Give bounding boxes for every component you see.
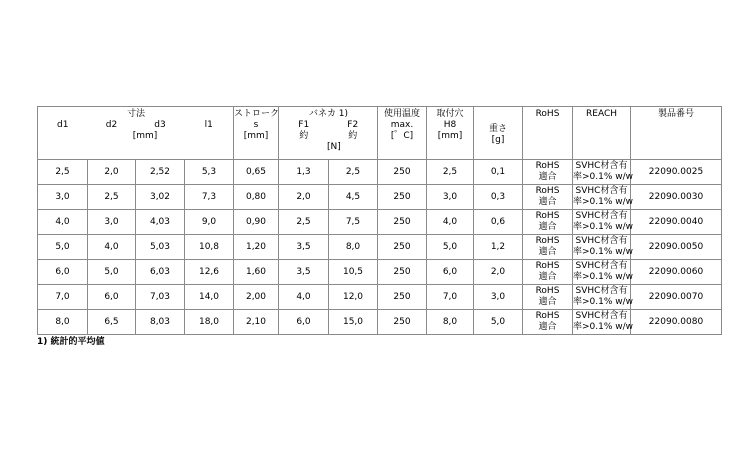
header-force-unit: [N] [327, 142, 341, 152]
cell-s: 0,65 [234, 160, 279, 185]
header-d3: d3 [154, 120, 166, 130]
cell-f1: 1,3 [279, 160, 329, 185]
header-rohs-cell [523, 107, 573, 160]
spec-table [37, 106, 722, 335]
cell-d1: 2,5 [38, 160, 88, 185]
cell-f2: 7,5 [329, 210, 378, 235]
cell-d2: 4,0 [88, 235, 136, 260]
cell-l1: 12,6 [185, 260, 234, 285]
cell-weight: 0,1 [474, 160, 523, 185]
header-reach: REACH [586, 109, 617, 119]
header-hole-h8: H8 [443, 120, 457, 130]
cell-d1: 6,0 [38, 260, 88, 285]
cell-f1: 2,5 [279, 210, 329, 235]
cell-rohs1: RoHS [535, 236, 560, 246]
cell-f2: 10,5 [329, 260, 378, 285]
cell-rohs1: RoHS [535, 261, 560, 271]
cell-temp: 250 [378, 285, 427, 310]
cell-l1: 7,3 [185, 185, 234, 210]
cell-weight: 3,0 [474, 285, 523, 310]
header-l1-cell [185, 107, 234, 160]
cell-f2: 15,0 [329, 310, 378, 335]
cell-temp: 250 [378, 210, 427, 235]
cell-product-no: 22090.0070 [631, 285, 722, 310]
cell-f2: 8,0 [329, 235, 378, 260]
cell-rohs [523, 260, 573, 285]
header-dimensions-unit: [mm] [132, 131, 158, 141]
cell-s: 2,10 [234, 310, 279, 335]
cell-reach [573, 185, 634, 210]
header-temp-cell [378, 107, 427, 160]
cell-hole: 2,5 [427, 160, 474, 185]
cell-rohs [523, 235, 573, 260]
cell-rohs [523, 160, 573, 185]
cell-weight: 0,6 [474, 210, 523, 235]
cell-l1: 5,3 [185, 160, 234, 185]
cell-d1: 7,0 [38, 285, 88, 310]
cell-product-no: 22090.0025 [631, 160, 722, 185]
header-stroke-unit: [mm] [243, 131, 269, 141]
header-dimensions-title: 寸法 [126, 109, 145, 119]
cell-rohs1: RoHS [535, 211, 560, 221]
cell-product-no: 22090.0030 [631, 185, 722, 210]
cell-f2: 2,5 [329, 160, 378, 185]
cell-reach [573, 235, 634, 260]
cell-f1: 3,5 [279, 235, 329, 260]
cell-d3: 5,03 [136, 235, 185, 260]
cell-d2: 6,5 [88, 310, 136, 335]
header-temp-max: max. [390, 120, 414, 130]
header-d2: d2 [105, 120, 118, 130]
header-hole-unit: [mm] [437, 131, 463, 141]
cell-reach2: 率>0.1% w/w [573, 322, 634, 332]
header-weight-title: 重さ [488, 124, 507, 134]
header-approx-f2: 約 [348, 131, 358, 141]
header-stroke-s: s [253, 120, 259, 130]
cell-reach2: 率>0.1% w/w [573, 297, 634, 307]
cell-weight: 5,0 [474, 310, 523, 335]
cell-s: 0,80 [234, 185, 279, 210]
cell-hole: 7,0 [427, 285, 474, 310]
table-row [38, 285, 722, 310]
cell-weight: 2,0 [474, 260, 523, 285]
header-weight-cell [474, 107, 523, 160]
header-d1: d1 [57, 120, 69, 130]
cell-reach [573, 210, 634, 235]
table-row [38, 235, 722, 260]
table-row [38, 210, 722, 235]
cell-hole: 8,0 [427, 310, 474, 335]
cell-s: 0,90 [234, 210, 279, 235]
cell-temp: 250 [378, 260, 427, 285]
cell-d1: 8,0 [38, 310, 88, 335]
cell-reach1: SVHC材含有 [575, 211, 628, 221]
cell-f2: 4,5 [329, 185, 378, 210]
header-temp-title: 使用温度 [383, 109, 420, 119]
cell-reach2: 率>0.1% w/w [573, 222, 634, 232]
header-stroke-cell [234, 107, 279, 160]
cell-weight: 0,3 [474, 185, 523, 210]
cell-d1: 3,0 [38, 185, 88, 210]
cell-reach [573, 310, 634, 335]
cell-hole: 4,0 [427, 210, 474, 235]
header-reach-cell [573, 107, 631, 160]
cell-product-no: 22090.0040 [631, 210, 722, 235]
cell-rohs [523, 185, 573, 210]
cell-d3: 3,02 [136, 185, 185, 210]
table-header-row [38, 107, 722, 160]
cell-d2: 6,0 [88, 285, 136, 310]
cell-reach1: SVHC材含有 [575, 186, 628, 196]
cell-l1: 14,0 [185, 285, 234, 310]
header-f1: F1 [298, 120, 310, 130]
header-f2: F2 [347, 120, 359, 130]
header-spring-title: バネカ 1) [308, 109, 349, 119]
cell-rohs2: 適合 [538, 272, 557, 282]
cell-reach1: SVHC材含有 [575, 236, 628, 246]
cell-reach1: SVHC材含有 [575, 311, 628, 321]
cell-d3: 4,03 [136, 210, 185, 235]
cell-d3: 2,52 [136, 160, 185, 185]
cell-temp: 250 [378, 310, 427, 335]
table-row [38, 185, 722, 210]
cell-rohs1: RoHS [535, 286, 560, 296]
cell-reach [573, 160, 634, 185]
cell-f2: 12,0 [329, 285, 378, 310]
cell-temp: 250 [378, 160, 427, 185]
cell-f1: 6,0 [279, 310, 329, 335]
header-f1-cell [279, 107, 349, 160]
cell-rohs2: 適合 [538, 322, 557, 332]
cell-rohs2: 適合 [538, 297, 557, 307]
header-hole-title: 取付穴 [436, 109, 464, 119]
cell-product-no: 22090.0050 [631, 235, 722, 260]
cell-rohs2: 適合 [538, 247, 557, 257]
cell-temp: 250 [378, 185, 427, 210]
header-rohs: RoHS [535, 109, 560, 119]
cell-f1: 4,0 [279, 285, 329, 310]
cell-hole: 5,0 [427, 235, 474, 260]
cell-d3: 8,03 [136, 310, 185, 335]
cell-d2: 5,0 [88, 260, 136, 285]
cell-d2: 3,0 [88, 210, 136, 235]
cell-d3: 6,03 [136, 260, 185, 285]
cell-product-no: 22090.0080 [631, 310, 722, 335]
cell-rohs1: RoHS [535, 186, 560, 196]
cell-s: 1,60 [234, 260, 279, 285]
cell-l1: 18,0 [185, 310, 234, 335]
header-product-no: 製品番号 [657, 109, 694, 119]
cell-s: 1,20 [234, 235, 279, 260]
cell-d1: 4,0 [38, 210, 88, 235]
cell-reach [573, 260, 634, 285]
cell-temp: 250 [378, 235, 427, 260]
cell-reach2: 率>0.1% w/w [573, 197, 634, 207]
header-weight-unit: [g] [491, 135, 505, 145]
cell-rohs [523, 310, 573, 335]
cell-f1: 2,0 [279, 185, 329, 210]
cell-rohs [523, 210, 573, 235]
cell-reach1: SVHC材含有 [575, 161, 628, 171]
cell-rohs2: 適合 [538, 197, 557, 207]
header-product-no-cell [631, 107, 722, 160]
cell-d1: 5,0 [38, 235, 88, 260]
cell-product-no: 22090.0060 [631, 260, 722, 285]
cell-reach1: SVHC材含有 [575, 261, 628, 271]
cell-s: 2,00 [234, 285, 279, 310]
header-hole-cell [427, 107, 474, 160]
cell-l1: 9,0 [185, 210, 234, 235]
cell-reach2: 率>0.1% w/w [573, 172, 634, 182]
cell-rohs2: 適合 [538, 222, 557, 232]
header-temp-unit: [゜C] [390, 131, 414, 141]
cell-reach [573, 285, 634, 310]
cell-d2: 2,5 [88, 185, 136, 210]
cell-hole: 6,0 [427, 260, 474, 285]
cell-rohs1: RoHS [535, 161, 560, 171]
cell-rohs [523, 285, 573, 310]
cell-d3: 7,03 [136, 285, 185, 310]
cell-weight: 1,2 [474, 235, 523, 260]
cell-rohs1: RoHS [535, 311, 560, 321]
header-l1: l1 [204, 120, 213, 130]
header-stroke-title: ストローク [234, 109, 280, 119]
cell-reach1: SVHC材含有 [575, 286, 628, 296]
header-approx-f1: 約 [299, 131, 309, 141]
cell-f1: 3,5 [279, 260, 329, 285]
footnote: 1) 統計的平均値 [37, 337, 105, 347]
table-row [38, 310, 722, 335]
cell-l1: 10,8 [185, 235, 234, 260]
cell-d2: 2,0 [88, 160, 136, 185]
cell-reach2: 率>0.1% w/w [573, 247, 634, 257]
table-row [38, 160, 722, 185]
cell-hole: 3,0 [427, 185, 474, 210]
cell-rohs2: 適合 [538, 172, 557, 182]
cell-reach2: 率>0.1% w/w [573, 272, 634, 282]
table-row [38, 260, 722, 285]
